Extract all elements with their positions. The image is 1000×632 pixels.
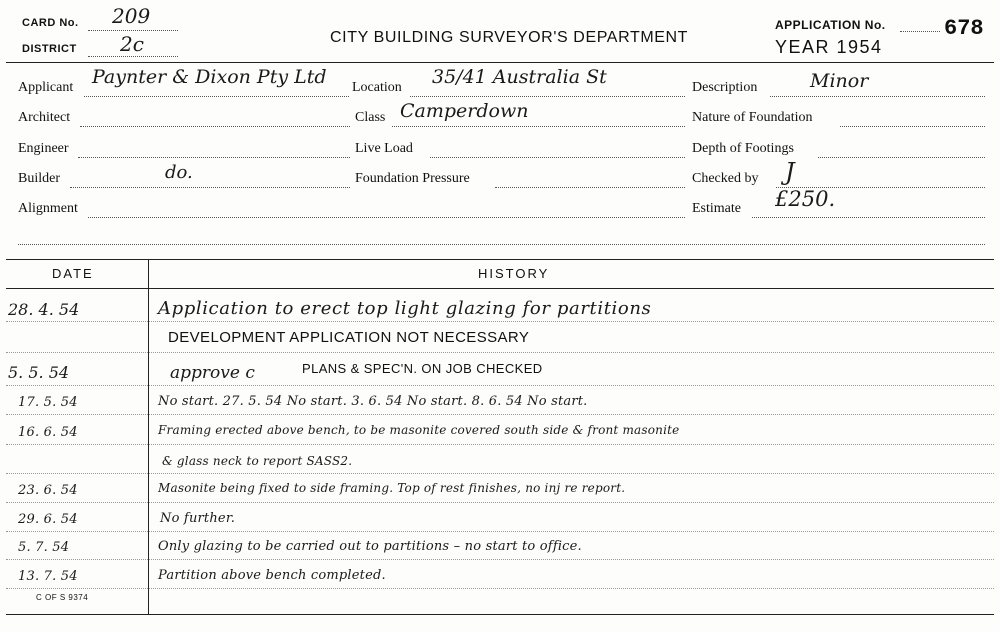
district-value: 2c (120, 32, 144, 56)
row-rule (6, 473, 994, 474)
row-history: No start. 27. 5. 54 No start. 3. 6. 54 No start. 8. 6. 54 No start. (158, 394, 588, 409)
row-rule (6, 352, 994, 353)
foundation-pressure-line (495, 187, 685, 188)
row-date: 29. 6. 54 (18, 512, 78, 527)
applicant-value: Paynter & Dixon Pty Ltd (92, 66, 327, 88)
description-line (770, 96, 985, 97)
application-no-value: 678 (944, 16, 984, 41)
row-history: No further. (160, 511, 236, 526)
nature-foundation-line (840, 126, 985, 127)
row-history: Only glazing to be carried out to partitions – no start to office. (158, 539, 582, 554)
card-bottom-edge (6, 614, 994, 615)
alignment-line (88, 217, 685, 218)
estimate-line (752, 217, 985, 218)
location-label: Location (352, 80, 402, 95)
application-no-label: APPLICATION No. (775, 18, 886, 32)
nature-foundation-label: Nature of Foundation (692, 110, 813, 125)
checked-stamp: PLANS & SPEC'N. ON JOB CHECKED (302, 361, 543, 376)
engineer-line (78, 157, 350, 158)
header-divider (6, 62, 994, 63)
class-label: Class (355, 110, 386, 125)
row-history: approve c (170, 363, 255, 383)
application-no-line (900, 31, 940, 32)
row-stamp: DEVELOPMENT APPLICATION NOT NECESSARY (168, 329, 530, 346)
row-history: Masonite being fixed to side framing. Top of rest finishes, no inj re report. (158, 481, 626, 495)
row-history: Partition above bench completed. (158, 568, 386, 583)
year-label: YEAR 1954 (775, 37, 883, 57)
row-rule (6, 588, 994, 589)
row-date: 16. 6. 54 (18, 425, 78, 440)
card-no-value: 209 (112, 4, 151, 28)
row-date: 5. 5. 54 (8, 363, 70, 382)
row-date: 17. 5. 54 (18, 395, 78, 410)
department-title: CITY BUILDING SURVEYOR'S DEPARTMENT (330, 29, 689, 46)
row-rule (6, 531, 994, 532)
row-date: 28. 4. 54 (8, 300, 80, 319)
checked-by-value: J (785, 158, 795, 186)
location-line (410, 96, 685, 97)
row-rule (6, 385, 994, 386)
estimate-value: £250. (775, 187, 836, 211)
architect-line (80, 126, 350, 127)
row-history: & glass neck to report SASS2. (162, 454, 353, 468)
date-column-divider (148, 260, 149, 615)
applicant-label: Applicant (18, 80, 74, 95)
form-code: C OF S 9374 (36, 593, 89, 602)
row-rule (6, 502, 994, 503)
architect-label: Architect (18, 110, 71, 125)
card-no-line (88, 30, 178, 31)
checked-by-label: Checked by (692, 171, 759, 186)
alignment-label: Alignment (18, 201, 78, 216)
blank-line (18, 244, 985, 245)
class-line (392, 126, 685, 127)
district-line (88, 56, 178, 57)
row-date: 5. 7. 54 (18, 540, 70, 555)
district-label: DISTRICT (22, 43, 77, 55)
row-history: Application to erect top light glazing for partitions (158, 298, 652, 319)
estimate-label: Estimate (692, 201, 741, 216)
depth-footings-line (818, 157, 985, 158)
row-history: Framing erected above bench, to be masonite covered south side & front masonite (158, 423, 680, 437)
description-label: Description (692, 80, 758, 95)
row-rule (6, 321, 994, 322)
class-value: Camperdown (400, 100, 529, 122)
row-rule (6, 414, 994, 415)
description-value: Minor (810, 70, 869, 92)
live-load-line (430, 157, 685, 158)
engineer-label: Engineer (18, 141, 69, 156)
depth-footings-label: Depth of Footings (692, 141, 794, 156)
applicant-line (84, 96, 349, 97)
row-rule (6, 444, 994, 445)
row-date: 23. 6. 54 (18, 483, 78, 498)
row-date: 13. 7. 54 (18, 569, 78, 584)
location-value: 35/41 Australia St (432, 66, 607, 88)
table-top-border (6, 259, 994, 260)
builder-value: do. (165, 162, 193, 183)
history-column-header: HISTORY (478, 266, 550, 281)
builder-line (70, 187, 350, 188)
card-no-label: CARD No. (22, 17, 79, 29)
builder-label: Builder (18, 171, 60, 186)
foundation-pressure-label: Foundation Pressure (355, 171, 470, 186)
table-header-divider (6, 288, 994, 289)
live-load-label: Live Load (355, 141, 413, 156)
date-column-header: DATE (52, 266, 94, 281)
row-rule (6, 559, 994, 560)
